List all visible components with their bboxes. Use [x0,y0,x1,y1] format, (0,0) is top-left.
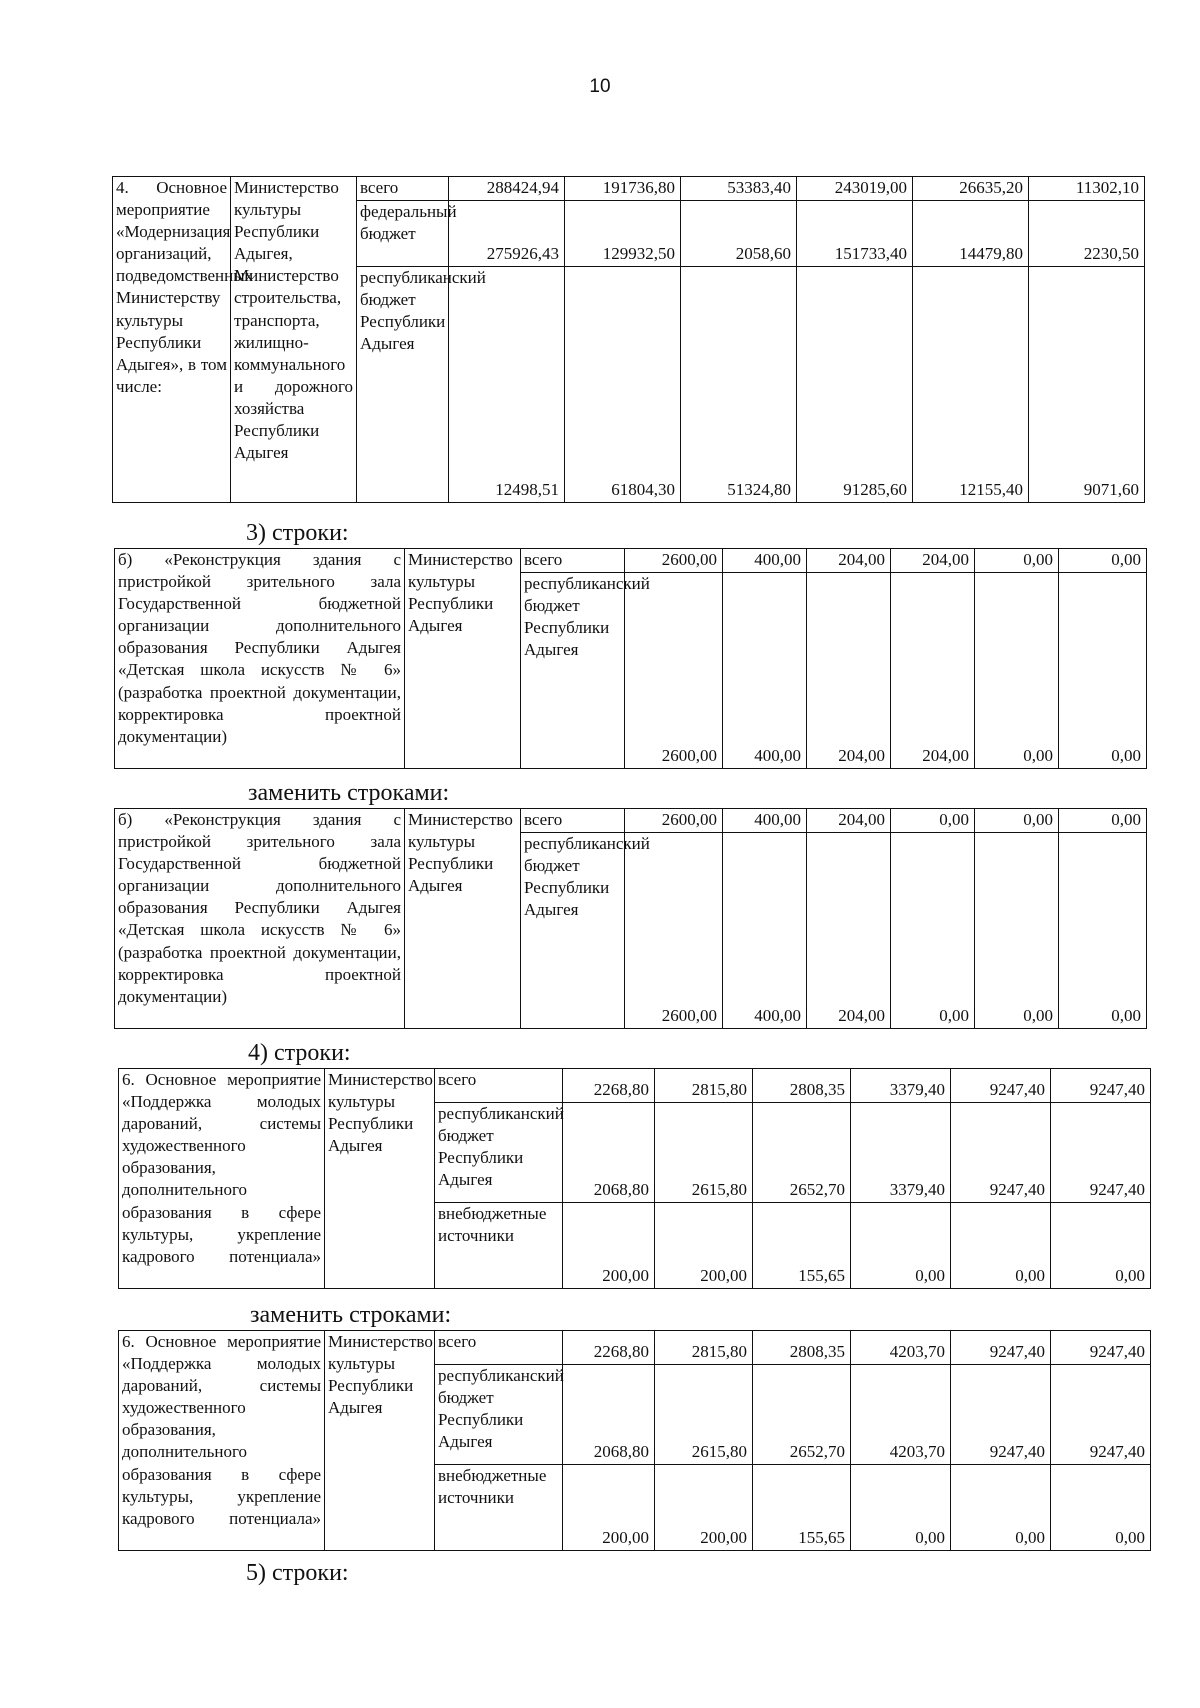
source-republic: республиканский бюджет Республики Адыгея [435,1103,563,1203]
value-cell: 155,65 [753,1465,851,1551]
activity-cell: 4. Основное мероприятие «Модернизация организаций, подведомственных Министерству культуры Республики Адыгея», в том числе: [113,177,231,503]
source-extrabudgetary: внебюджетные источники [435,1203,563,1289]
value-cell: 9247,40 [951,1365,1051,1465]
value-cell: 0,00 [851,1465,951,1551]
value-cell: 0,00 [951,1203,1051,1289]
executor-cell: Министерство культуры Республики Адыгея, Министерство строительства, транспорта, жилищно-коммунального и дорожного хозяйства Республики Адыгея [231,177,357,503]
value-cell: 61804,30 [565,267,681,503]
value-cell: 200,00 [655,1203,753,1289]
table-activity-6-old [118,1068,1151,1289]
value-cell: 0,00 [891,809,975,833]
value-cell: 91285,60 [797,267,913,503]
value-cell: 26635,20 [913,177,1029,201]
value-cell: 204,00 [807,573,891,769]
source-federal: федеральный бюджет [357,201,449,267]
value-cell: 9247,40 [951,1103,1051,1203]
heading-replace-1: заменить строками: [248,780,450,806]
value-cell: 200,00 [655,1465,753,1551]
value-cell: 9071,60 [1029,267,1145,503]
value-cell: 9247,40 [1051,1331,1151,1365]
value-cell: 200,00 [563,1465,655,1551]
heading-3-rows: 3) строки: [246,520,349,546]
value-cell: 3379,40 [851,1103,951,1203]
value-cell: 0,00 [1059,809,1147,833]
value-cell: 2615,80 [655,1365,753,1465]
value-cell: 2815,80 [655,1331,753,1365]
value-cell: 204,00 [807,833,891,1029]
value-cell: 2808,35 [753,1331,851,1365]
value-cell: 204,00 [891,549,975,573]
value-cell: 0,00 [1051,1465,1151,1551]
value-cell: 12498,51 [449,267,565,503]
value-cell: 2652,70 [753,1103,851,1203]
value-cell: 9247,40 [1051,1103,1151,1203]
value-cell: 9247,40 [951,1331,1051,1365]
value-cell: 2600,00 [625,809,723,833]
value-cell: 2058,60 [681,201,797,267]
source-extrabudgetary: внебюджетные источники [435,1465,563,1551]
value-cell: 0,00 [975,809,1059,833]
activity-cell: б) «Реконструкция здания с пристройкой зрительного зала Государственной бюджетной организации дополнительного образования Республики Адыгея «Детская школа искусств № 6» (разработка проектной документации, корректировка проектной документации) [115,549,405,769]
value-cell: 0,00 [891,833,975,1029]
executor-cell: Министерство культуры Республики Адыгея [325,1069,435,1289]
table-reconstruction-new [114,808,1147,1029]
value-cell: 204,00 [807,809,891,833]
value-cell: 151733,40 [797,201,913,267]
value-cell: 2600,00 [625,573,723,769]
value-cell: 51324,80 [681,267,797,503]
value-cell: 400,00 [723,549,807,573]
activity-cell: 6. Основное мероприятие «Поддержка молодых дарований, системы художественного образования, дополнительного образования в сфере культуры, укрепление кадрового потенциала» [119,1069,325,1289]
value-cell: 2068,80 [563,1103,655,1203]
value-cell: 155,65 [753,1203,851,1289]
source-total: всего [521,549,625,573]
heading-replace-2: заменить строками: [250,1302,452,1328]
activity-cell: б) «Реконструкция здания с пристройкой зрительного зала Государственной бюджетной организации дополнительного образования Республики Адыгея «Детская школа искусств № 6» (разработка проектной документации, корректировка проектной документации) [115,809,405,1029]
value-cell: 400,00 [723,809,807,833]
executor-cell: Министерство культуры Республики Адыгея [405,809,521,1029]
executor-cell: Министерство культуры Республики Адыгея [325,1331,435,1551]
value-cell: 0,00 [1051,1203,1151,1289]
value-cell: 275926,43 [449,201,565,267]
value-cell: 0,00 [951,1465,1051,1551]
table-activity-6-new [118,1330,1151,1551]
source-republic: республиканский бюджет Республики Адыгея [435,1365,563,1465]
value-cell: 9247,40 [1051,1069,1151,1103]
value-cell: 204,00 [807,549,891,573]
value-cell: 2600,00 [625,833,723,1029]
value-cell: 9247,40 [951,1069,1051,1103]
value-cell: 0,00 [975,833,1059,1029]
value-cell: 0,00 [1059,833,1147,1029]
source-total: всего [435,1069,563,1103]
value-cell: 14479,80 [913,201,1029,267]
value-cell: 53383,40 [681,177,797,201]
value-cell: 191736,80 [565,177,681,201]
value-cell: 2268,80 [563,1069,655,1103]
value-cell: 12155,40 [913,267,1029,503]
value-cell: 4203,70 [851,1365,951,1465]
source-republic: республиканский бюджет Республики Адыгея [357,267,449,503]
value-cell: 400,00 [723,833,807,1029]
executor-cell: Министерство культуры Республики Адыгея [405,549,521,769]
source-republic: республиканский бюджет Республики Адыгея [521,833,625,1029]
source-total: всего [357,177,449,201]
heading-4-rows: 4) строки: [248,1040,351,1066]
source-total: всего [435,1331,563,1365]
value-cell: 9247,40 [1051,1365,1151,1465]
value-cell: 2230,50 [1029,201,1145,267]
activity-cell: 6. Основное мероприятие «Поддержка молодых дарований, системы художественного образования, дополнительного образования в сфере культуры, укрепление кадрового потенциала» [119,1331,325,1551]
value-cell: 0,00 [975,573,1059,769]
source-total: всего [521,809,625,833]
value-cell: 129932,50 [565,201,681,267]
value-cell: 3379,40 [851,1069,951,1103]
value-cell: 11302,10 [1029,177,1145,201]
value-cell: 2615,80 [655,1103,753,1203]
value-cell: 2268,80 [563,1331,655,1365]
value-cell: 204,00 [891,573,975,769]
value-cell: 400,00 [723,573,807,769]
value-cell: 200,00 [563,1203,655,1289]
value-cell: 0,00 [1059,573,1147,769]
table-activity-4 [112,176,1145,503]
value-cell: 0,00 [851,1203,951,1289]
value-cell: 0,00 [975,549,1059,573]
value-cell: 2808,35 [753,1069,851,1103]
value-cell: 288424,94 [449,177,565,201]
value-cell: 4203,70 [851,1331,951,1365]
value-cell: 2600,00 [625,549,723,573]
value-cell: 243019,00 [797,177,913,201]
table-reconstruction-old [114,548,1147,769]
heading-5-rows: 5) строки: [246,1560,349,1586]
value-cell: 2068,80 [563,1365,655,1465]
page-number: 10 [589,76,611,97]
value-cell: 0,00 [1059,549,1147,573]
source-republic: республиканский бюджет Республики Адыгея [521,573,625,769]
value-cell: 2815,80 [655,1069,753,1103]
value-cell: 2652,70 [753,1365,851,1465]
